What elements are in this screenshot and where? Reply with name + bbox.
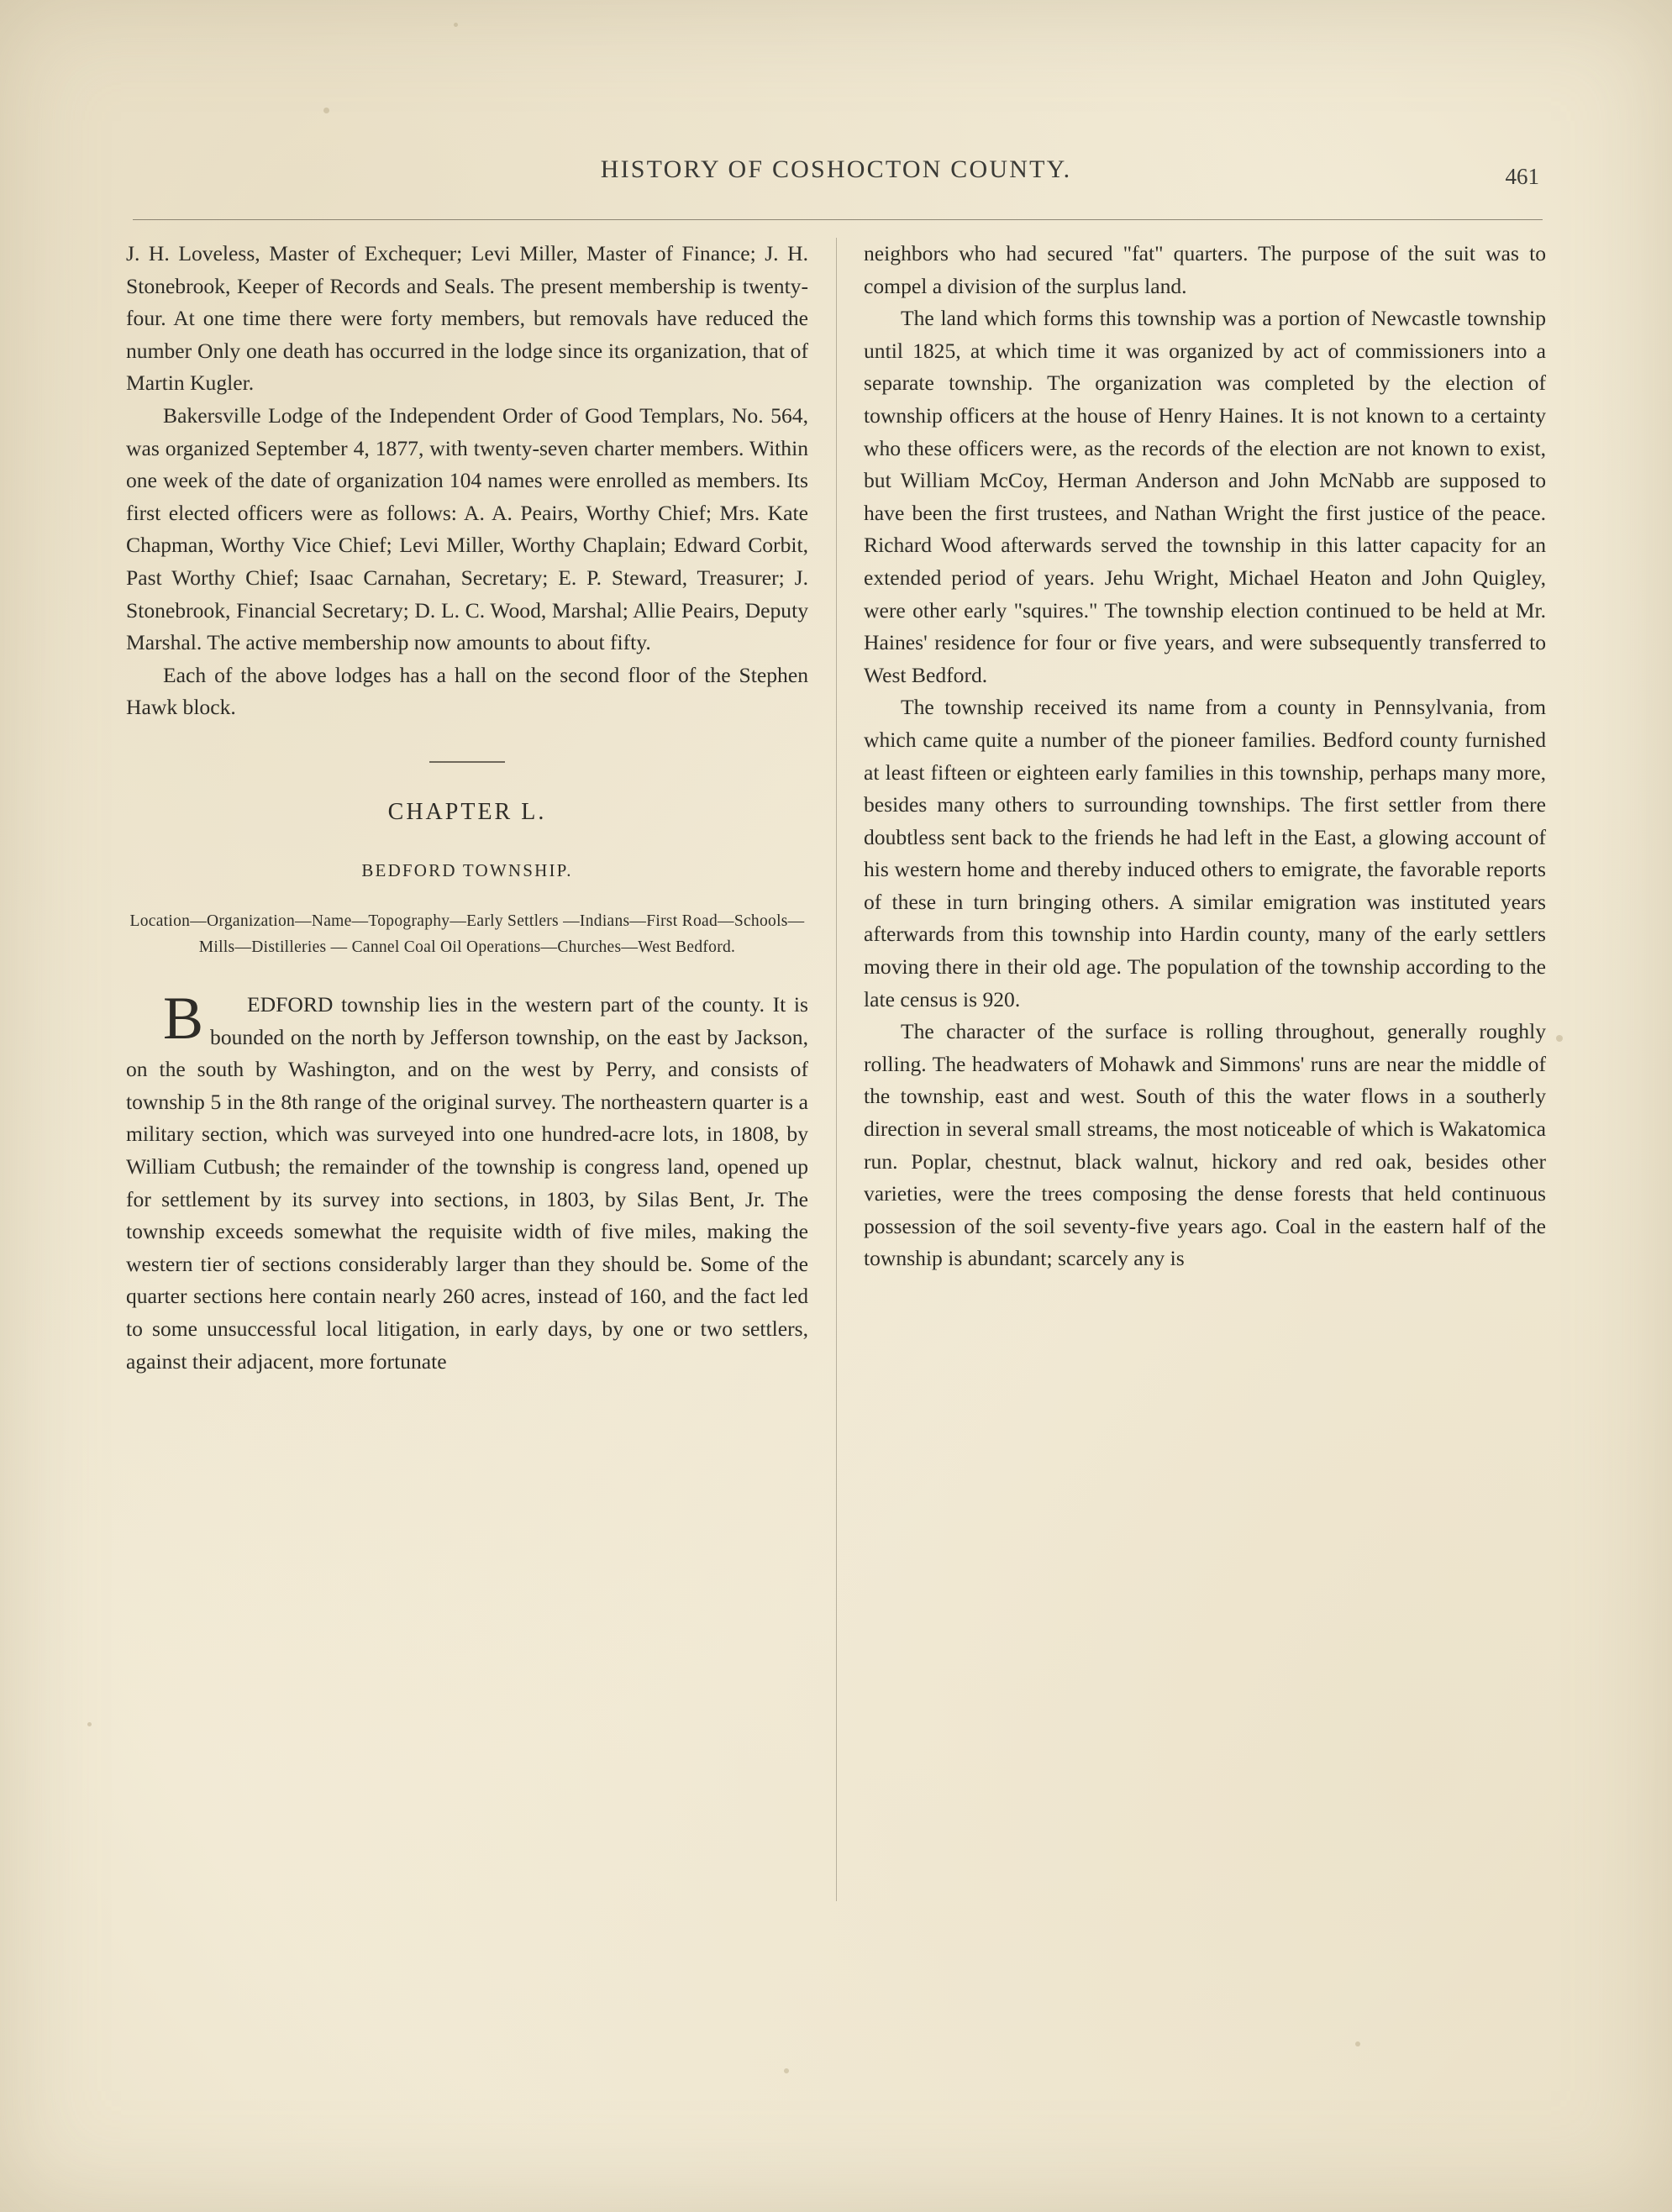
paragraph: Each of the above lodges has a hall on the second floor of the Stephen Hawk block.	[126, 662, 808, 720]
chapter-title: CHAPTER L.	[387, 798, 547, 825]
right-column	[864, 238, 1546, 1378]
paper-speck	[1556, 1035, 1563, 1042]
running-head	[126, 155, 1546, 201]
paragraph: The land which forms this township was a portion of Newcastle township until 1825, at which time it was organized by act of commissioners into a separate township. The organization was completed by the election of township officers at the house of Henry Haines. It is not known to a certainty who these officers were, as the records of the election are not known to exist, but William McCoy, Herman Anderson and John McNabb are supposed to have been the first trustees, and Nathan Wright the first justice of the peace. Richard Wood afterwards served the township in this latter capacity for an extended period of years. Jehu Wright, Michael Heaton and John Quigley, were other early "squires." The township election continued to be held at Mr. Haines' residence for four or five years, and were subsequently transferred to West Bedford.	[864, 306, 1546, 687]
paragraph: The character of the surface is rolling throughout, generally roughly rolling. The headwaters of Mohawk and Simmons' runs are near the middle of the township, east and west. South of this the water flows in a southerly direction in several small streams, the most noticeable of which is Wakatomica run. Poplar, chestnut, black walnut, hickory and red oak, besides other varieties, were the trees composing the dense forests that held continuous possession of the soil seventy-five years ago. Coal in the eastern half of the township is abundant; scarcely any is	[864, 1019, 1546, 1271]
page-content	[126, 155, 1546, 1374]
page-title: HISTORY OF COSHOCTON COUNTY.	[600, 155, 1072, 183]
paragraph: neighbors who had secured "fat" quarters. The purpose of the suit was to compel a division of the surplus land.	[864, 241, 1546, 298]
drop-cap: B	[163, 985, 204, 1053]
paragraph: The township received its name from a county in Pennsylvania, from which came quite a number of the pioneer families. Bedford county furnished at least fifteen or eighteen early families in this township, perhaps many more, besides many others to surrounding townships. The first settler from there doubtless sent back to the friends he had left in the East, a glowing account of his western home and thereby induced others to emigrate, the favorable reports of these in turn bringing others. A similar emigration was instituted years afterwards from this township into Hardin county, many of the early settlers moving there in their old age. The population of the township according to the late census is 920.	[864, 695, 1546, 1011]
paper-speck	[454, 23, 458, 27]
column-rule	[836, 238, 837, 1901]
section-divider	[429, 761, 505, 763]
paper-speck	[87, 1722, 92, 1726]
paper-speck	[323, 108, 329, 113]
left-column	[126, 238, 808, 1378]
opening-paragraph	[126, 985, 808, 1378]
chapter-synopsis: Location—Organization—Name—Topography—Early Settlers —Indians—First Road—Schools—Mills—Distilleries — Cannel Coal Oil Operations—Churches—West Bedford.	[129, 912, 805, 957]
chapter-subtitle: BEDFORD TOWNSHIP.	[361, 859, 573, 880]
paper-speck	[784, 2068, 789, 2073]
paragraph: J. H. Loveless, Master of Exchequer; Levi Miller, Master of Finance; J. H. Stonebrook, Keeper of Records and Seals. The present membership is twenty-four. At one time there were forty members, but removals have reduced the number Only one death has occurred in the lodge since its organization, that of Martin Kugler.	[126, 241, 808, 396]
paragraph: Bakersville Lodge of the Independent Order of Good Templars, No. 564, was organized September 4, 1877, with twenty-seven charter members. Within one week of the date of organization 104 names were enrolled as members. Its first elected officers were as follows: A. A. Peairs, Worthy Chief; Mrs. Kate Chapman, Worthy Vice Chief; Levi Miller, Worthy Chaplain; Edward Corbit, Past Worthy Chief; Isaac Carnahan, Secretary; E. P. Steward, Treasurer; J. Stonebrook, Financial Secretary; D. L. C. Wood, Marshal; Allie Peairs, Deputy Marshal. The active membership now amounts to about fifty.	[126, 402, 808, 655]
opening-paragraph-text: EDFORD township lies in the western part of the county. It is bounded on the north by Jefferson township, on the east by Jackson, on the south by Washington, and on the west by Perry, and consists of township 5 in the 8th range of the original survey. The northeastern quarter is a military section, which was surveyed into one hundred-acre lots, in 1808, by William Cutbush; the remainder of the township is congress land, opened up for settlement by its survey into sections, in 1803, by Silas Bent, Jr. The township exceeds somewhat the requisite width of five miles, making the western tier of sections considerably larger than they should be. Some of the quarter sections here contain nearly 260 acres, instead of 160, and the fact led to some unsuccessful local litigation, in early days, by one or two settlers, against their adjacent, more fortunate	[126, 992, 808, 1374]
paper-speck	[1355, 2041, 1360, 2046]
page-number: 461	[1505, 164, 1539, 189]
header-rule	[133, 219, 1543, 220]
